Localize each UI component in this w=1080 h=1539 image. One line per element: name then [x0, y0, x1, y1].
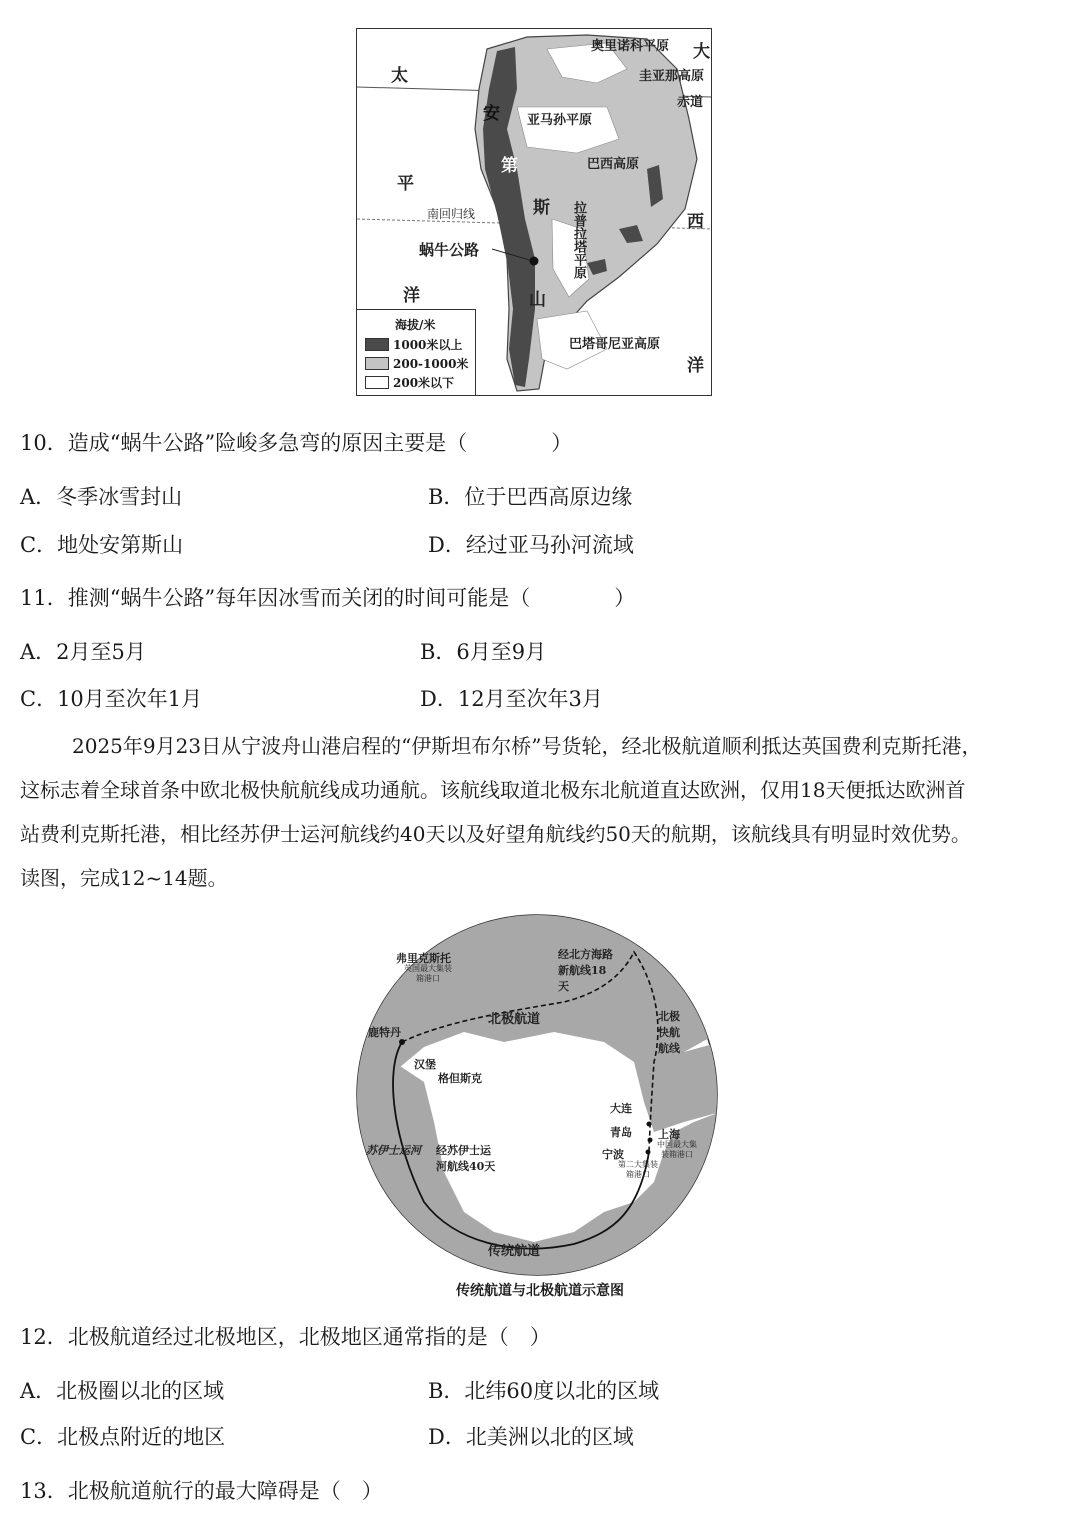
- label-atlantic-3: 洋: [687, 356, 704, 376]
- q10-option-b: B．位于巴西高原边缘: [428, 485, 633, 509]
- label-amazon: 亚马孙平原: [527, 113, 593, 128]
- label-shanghai: 上海: [658, 1128, 680, 1141]
- q11-option-a: A．2月至5月: [20, 640, 146, 664]
- label-andes-2: 第: [501, 156, 518, 176]
- label-andes-4: 山: [529, 290, 546, 310]
- q10-option-a: A．冬季冰雪封山: [20, 485, 183, 509]
- label-pacific-2: 平: [397, 174, 414, 194]
- label-orinoco: 奥里诺科平原: [591, 39, 670, 54]
- legend-low-label: 200米以下: [393, 376, 455, 390]
- passage-line-1: 2025年9月23日从宁波舟山港启程的“伊斯坦布尔桥”号货轮，经北极航道顺利抵达英国费利克斯托港，: [72, 734, 982, 758]
- passage-line-4: 读图，完成12~14题。: [20, 866, 228, 890]
- legend-mid-label: 200-1000米: [393, 357, 469, 371]
- label-suez: 苏伊士运河: [366, 1144, 421, 1157]
- label-laplata: 拉普拉塔平原: [571, 201, 586, 279]
- q12-option-b: B．北纬60度以北的区域: [428, 1379, 660, 1403]
- label-gdansk: 格但斯克: [438, 1072, 482, 1085]
- passage: [20, 724, 1055, 900]
- label-arctic-route: 北极航道: [488, 1012, 541, 1027]
- label-tropic: 南回归线: [427, 207, 476, 221]
- label-qingdao: 青岛: [610, 1126, 632, 1139]
- legend-low-swatch: [365, 376, 389, 389]
- label-felixstowe: 弗里克斯托: [396, 952, 451, 965]
- label-felixstowe-note: 英国最大集装箱港口: [404, 964, 452, 983]
- legend-title: 海拔/米: [395, 318, 436, 332]
- label-dalian: 大连: [610, 1102, 632, 1115]
- label-guiana: 圭亚那高原: [639, 69, 705, 84]
- label-pacific-1: 太: [391, 66, 408, 86]
- label-andes-3: 斯: [533, 198, 550, 218]
- q12-stem: 12．北极航道经过北极地区，北极地区通常指的是（ ）: [20, 1325, 551, 1349]
- label-ningbo-note: 第二大集装箱港口: [618, 1160, 658, 1179]
- label-atlantic-2: 西: [687, 212, 704, 232]
- label-patagonia: 巴塔哥尼亚高原: [569, 337, 661, 352]
- q12-option-c: C．北极点附近的地区: [20, 1425, 226, 1449]
- arctic-route-map: [354, 912, 720, 1278]
- label-pacific-3: 洋: [403, 286, 420, 306]
- label-nsr: 经北方海路新航线18天: [558, 948, 613, 993]
- legend-high-label: 1000米以上: [393, 338, 463, 352]
- port-shanghai: [648, 1138, 653, 1143]
- q10-option-d: D．经过亚马孙河流域: [428, 533, 634, 557]
- q11-option-d: D．12月至次年3月: [420, 687, 603, 711]
- snail-road-marker: [530, 257, 539, 266]
- label-traditional: 传统航道: [488, 1244, 541, 1259]
- q10-option-c: C．地处安第斯山: [20, 533, 184, 557]
- south-america-map: [356, 28, 712, 396]
- label-atlantic-1: 大: [693, 42, 710, 62]
- q10-stem: 10．造成“蜗牛公路”险峻多急弯的原因主要是（ ）: [20, 431, 573, 455]
- passage-line-2: 这标志着全球首条中欧北极快航航线成功通航。该航线取道北极东北航道直达欧洲，仅用18天便抵达欧洲首: [20, 778, 966, 802]
- legend-mid: [365, 355, 468, 372]
- label-brazil: 巴西高原: [587, 157, 640, 172]
- legend-low: [365, 374, 454, 391]
- label-ningbo: 宁波: [602, 1148, 624, 1161]
- label-shanghai-note: 中国最大集装箱港口: [657, 1140, 697, 1159]
- label-snail-road: 蜗牛公路: [419, 241, 480, 259]
- label-andes-1: 安: [483, 104, 500, 124]
- port-ningbo: [646, 1150, 651, 1155]
- q11-option-c: C．10月至次年1月: [20, 687, 203, 711]
- elevation-legend: [357, 309, 476, 396]
- legend-high: [365, 336, 462, 353]
- q12-option-a: A．北极圈以北的区域: [20, 1379, 225, 1403]
- q11-option-b: B．6月至9月: [420, 640, 547, 664]
- label-express: 北极快航航线: [658, 1010, 680, 1055]
- label-suez-route: 经苏伊士运河航线40天: [436, 1144, 496, 1173]
- q11-stem: 11．推测“蜗牛公路”每年因冰雪而关闭的时间可能是（ ）: [20, 586, 636, 610]
- port-dalian: [647, 1122, 652, 1127]
- legend-mid-swatch: [365, 357, 389, 370]
- label-hamburg: 汉堡: [414, 1058, 436, 1071]
- passage-line-3: 站费利克斯托港，相比经苏伊士运河航线约40天以及好望角航线约50天的航期，该航线具有明显时效优势。: [20, 822, 971, 846]
- q13-stem: 13．北极航道航行的最大障碍是（ ）: [20, 1479, 383, 1503]
- label-equator: 赤道: [677, 95, 704, 110]
- q12-option-d: D．北美洲以北的区域: [428, 1425, 634, 1449]
- map2-caption: 传统航道与北极航道示意图: [456, 1283, 624, 1299]
- legend-high-swatch: [365, 338, 389, 351]
- label-rotterdam: 鹿特丹: [368, 1026, 401, 1039]
